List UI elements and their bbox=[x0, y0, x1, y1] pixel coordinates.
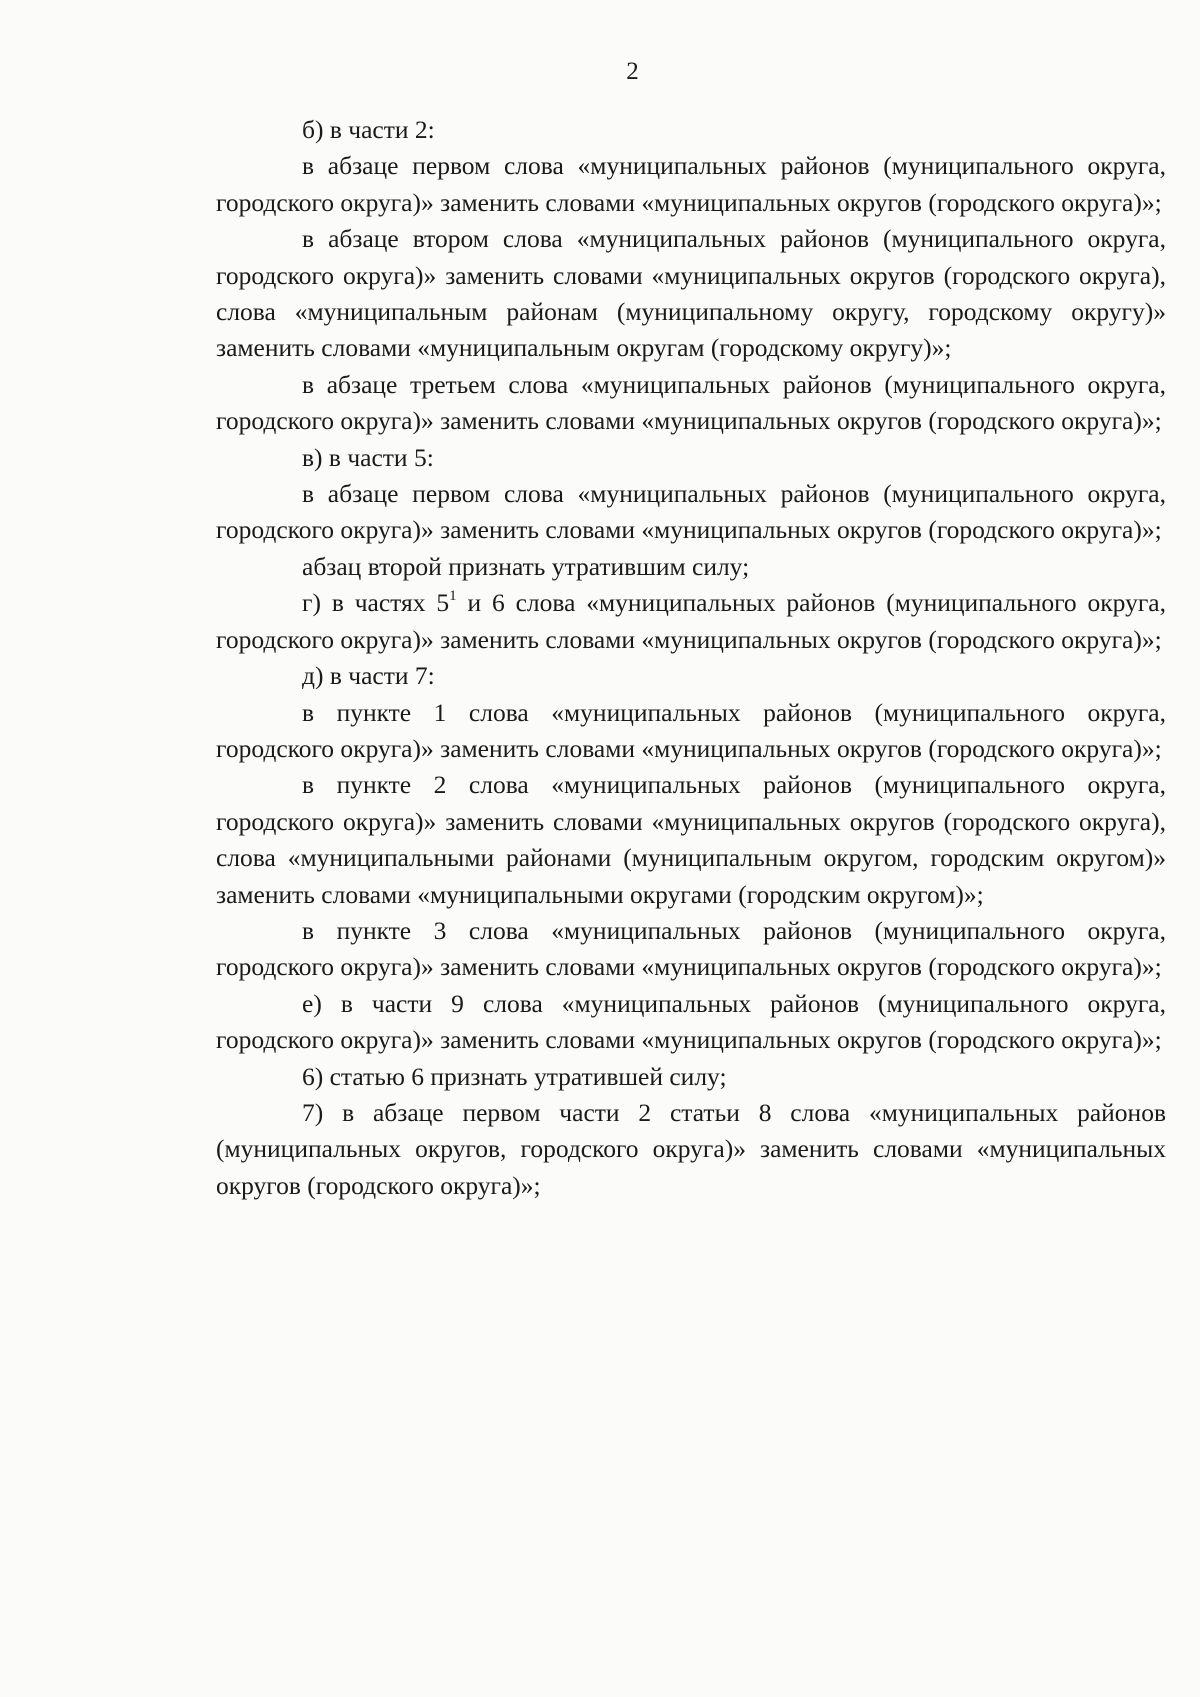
paragraph-text: и 6 слова «муниципальных районов (муниципального округа, городского округа)» заменить словами «муниципальных округов (городского округа)»; bbox=[216, 588, 1166, 654]
paragraph: в пункте 2 слова «муниципальных районов (муниципального округа, городского округа)» заменить словами «муниципальных округов (городского округа), слова «муниципальными районами (муниципальным округом, городским округом)» заменить словами «муниципальными округами (городским округом)»; bbox=[216, 770, 1166, 909]
document-body bbox=[216, 112, 1166, 1204]
paragraph: в абзаце третьем слова «муниципальных районов (муниципального округа, городского округа)» заменить словами «муниципальных округов (городского округа)»; bbox=[216, 369, 1166, 436]
paragraph: абзац второй признать утратившим силу; bbox=[302, 551, 750, 581]
paragraph: в пункте 3 слова «муниципальных районов (муниципального округа, городского округа)» заменить словами «муниципальных округов (городского округа)»; bbox=[216, 915, 1166, 982]
paragraph-subitem-e: е) в части 9 слова «муниципальных районов (муниципального округа, городского округа)» заменить словами «муниципальных округов (городского округа)»; bbox=[216, 988, 1166, 1055]
paragraph-subitem-g bbox=[216, 585, 1166, 658]
paragraph-item-6: 6) статью 6 признать утратившей силу; bbox=[302, 1061, 727, 1091]
superscript: 1 bbox=[449, 588, 457, 605]
paragraph: в пункте 1 слова «муниципальных районов (муниципального округа, городского округа)» заменить словами «муниципальных округов (городского округа)»; bbox=[216, 697, 1166, 763]
paragraph-text: г) в частях 5 bbox=[302, 588, 450, 618]
paragraph: в абзаце втором слова «муниципальных районов (муниципального округа, городского округа)» заменить словами «муниципальных округов (городского округа), слова «муниципальным районам (муниципальному округу, городскому округу)» заменить словами «муниципальным округам (городскому округу)»; bbox=[216, 224, 1166, 363]
paragraph: в абзаце первом слова «муниципальных районов (муниципального округа, городского округа)» заменить словами «муниципальных округов (городского округа)»; bbox=[216, 151, 1166, 217]
paragraph: в абзаце первом слова «муниципальных районов (муниципального округа, городского округа)» заменить словами «муниципальных округов (городского округа)»; bbox=[216, 479, 1166, 545]
page-number: 2 bbox=[626, 58, 639, 85]
paragraph-subitem-v: в) в части 5: bbox=[302, 442, 434, 472]
paragraph-item-7: 7) в абзаце первом части 2 статьи 8 слова «муниципальных районов (муниципальных округов, городского округа)» заменить словами «муниципальных округов (городского округа)»; bbox=[216, 1097, 1166, 1200]
paragraph-subitem-d: д) в части 7: bbox=[302, 661, 435, 691]
paragraph-subitem-b: б) в части 2: bbox=[302, 115, 435, 144]
